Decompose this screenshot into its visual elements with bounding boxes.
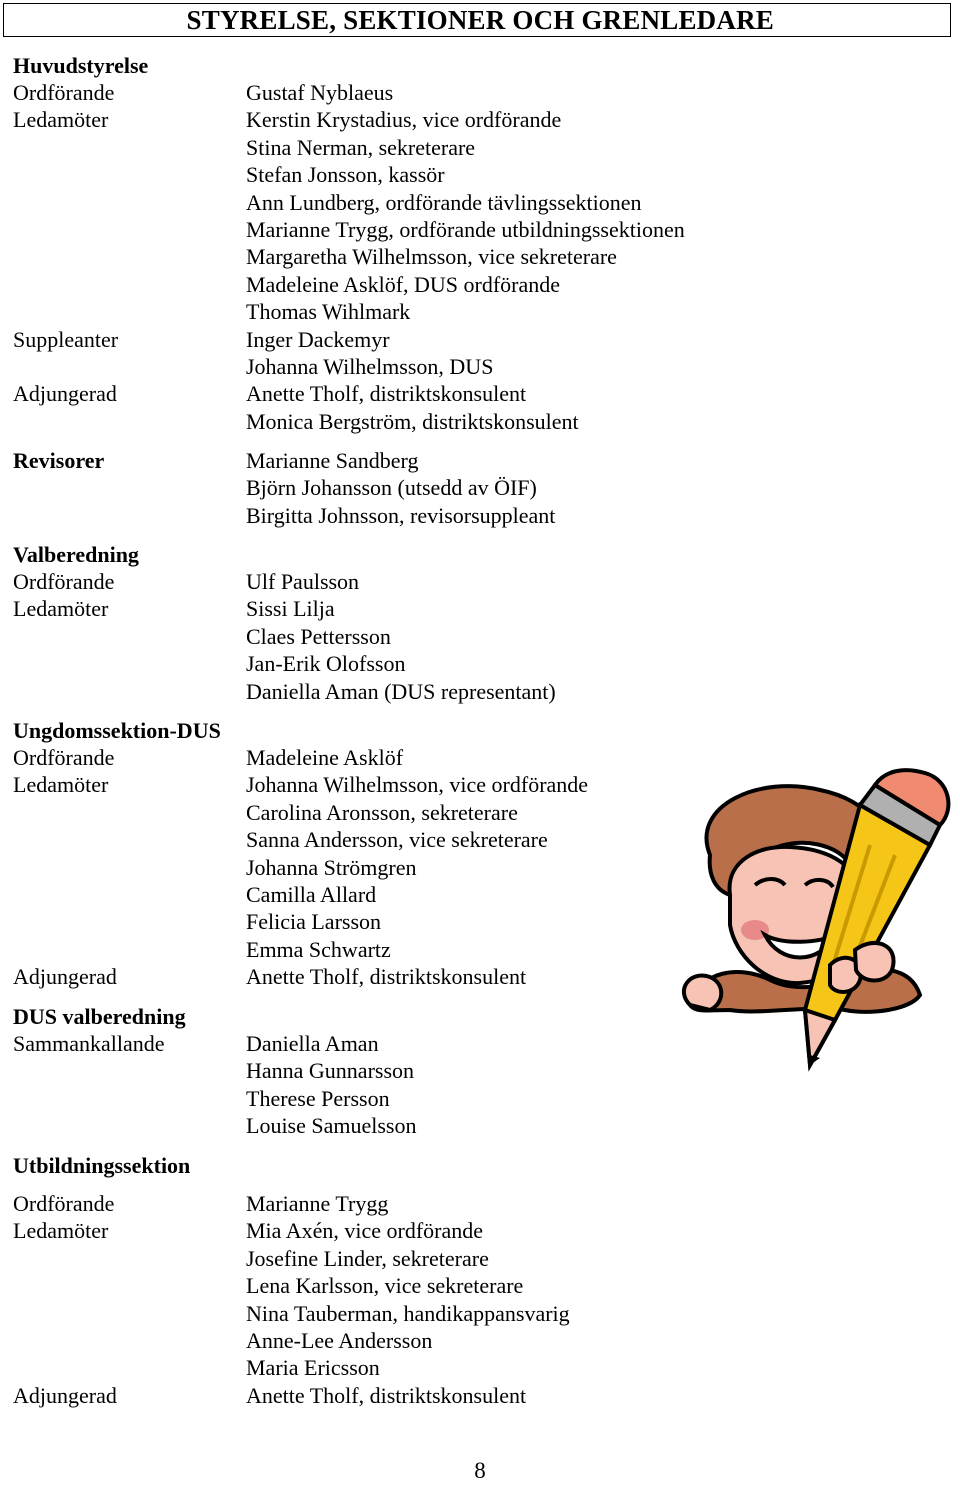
member-name: Gustaf Nyblaeus	[246, 80, 394, 105]
role-label: Ordförande	[13, 745, 115, 770]
role-label: Sammankallande	[13, 1031, 165, 1056]
member-name: Emma Schwartz	[246, 937, 391, 962]
member-name: Madeleine Asklöf, DUS ordförande	[246, 272, 561, 297]
page-number: 8	[474, 1458, 486, 1483]
member-name: Claes Pettersson	[246, 624, 391, 649]
member-name: Ann Lundberg, ordförande tävlingssektionen	[246, 190, 642, 215]
member-name: Mia Axén, vice ordförande	[246, 1218, 484, 1243]
member-name: Marianne Trygg, ordförande utbildningssektionen	[246, 217, 685, 242]
member-name: Jan-Erik Olofsson	[246, 651, 406, 676]
member-name: Hanna Gunnarsson	[246, 1058, 415, 1083]
role-label: Ledamöter	[13, 1218, 109, 1243]
member-name: Johanna Wilhelmsson, DUS	[246, 354, 494, 379]
page-title: STYRELSE, SEKTIONER OCH GRENLEDARE	[3, 3, 951, 37]
role-label: Adjungerad	[13, 381, 117, 406]
member-name: Daniella Aman (DUS representant)	[246, 679, 556, 704]
member-name: Daniella Aman	[246, 1031, 379, 1056]
section-heading: Revisorer	[13, 448, 105, 473]
role-label: Ledamöter	[13, 596, 109, 621]
member-name: Anette Tholf, distriktskonsulent	[246, 381, 527, 406]
member-name: Madeleine Asklöf	[246, 745, 404, 770]
member-name: Lena Karlsson, vice sekreterare	[246, 1273, 524, 1298]
member-name: Thomas Wihlmark	[246, 299, 411, 324]
section-heading: Utbildningssektion	[13, 1153, 191, 1178]
member-name: Ulf Paulsson	[246, 569, 360, 594]
member-name: Anette Tholf, distriktskonsulent	[246, 1383, 527, 1408]
member-name: Birgitta Johnsson, revisorsuppleant	[246, 503, 556, 528]
role-label: Ordförande	[13, 80, 115, 105]
role-label: Ordförande	[13, 569, 115, 594]
role-label: Ledamöter	[13, 107, 109, 132]
member-name: Josefine Linder, sekreterare	[246, 1246, 489, 1271]
member-name: Stefan Jonsson, kassör	[246, 162, 445, 187]
member-name: Björn Johansson (utsedd av ÖIF)	[246, 475, 537, 500]
member-name: Inger Dackemyr	[246, 327, 390, 352]
member-name: Margaretha Wilhelmsson, vice sekreterare	[246, 244, 617, 269]
member-name: Stina Nerman, sekreterare	[246, 135, 476, 160]
role-label: Suppleanter	[13, 327, 119, 352]
member-name: Marianne Sandberg	[246, 448, 419, 473]
role-label: Ledamöter	[13, 772, 109, 797]
member-name: Felicia Larsson	[246, 909, 382, 934]
role-label: Ordförande	[13, 1191, 115, 1216]
member-name: Anne-Lee Andersson	[246, 1328, 433, 1353]
section-heading: Valberedning	[13, 542, 139, 567]
member-name: Sanna Andersson, vice sekreterare	[246, 827, 548, 852]
role-label: Adjungerad	[13, 964, 117, 989]
child-with-pencil-clipart	[670, 765, 960, 1075]
member-name: Sissi Lilja	[246, 596, 335, 621]
role-label: Adjungerad	[13, 1383, 117, 1408]
member-name: Johanna Strömgren	[246, 855, 417, 880]
member-name: Carolina Aronsson, sekreterare	[246, 800, 518, 825]
member-name: Kerstin Krystadius, vice ordförande	[246, 107, 562, 132]
member-name: Johanna Wilhelmsson, vice ordförande	[246, 772, 589, 797]
section-heading: Huvudstyrelse	[13, 53, 149, 78]
member-name: Camilla Allard	[246, 882, 377, 907]
member-name: Louise Samuelsson	[246, 1113, 417, 1138]
member-name: Marianne Trygg	[246, 1191, 389, 1216]
member-name: Anette Tholf, distriktskonsulent	[246, 964, 527, 989]
member-name: Maria Ericsson	[246, 1355, 380, 1380]
member-name: Therese Persson	[246, 1086, 390, 1111]
section-heading: DUS valberedning	[13, 1004, 186, 1029]
member-name: Nina Tauberman, handikappansvarig	[246, 1301, 570, 1326]
member-name: Monica Bergström, distriktskonsulent	[246, 409, 579, 434]
section-heading: Ungdomssektion-DUS	[13, 718, 221, 743]
